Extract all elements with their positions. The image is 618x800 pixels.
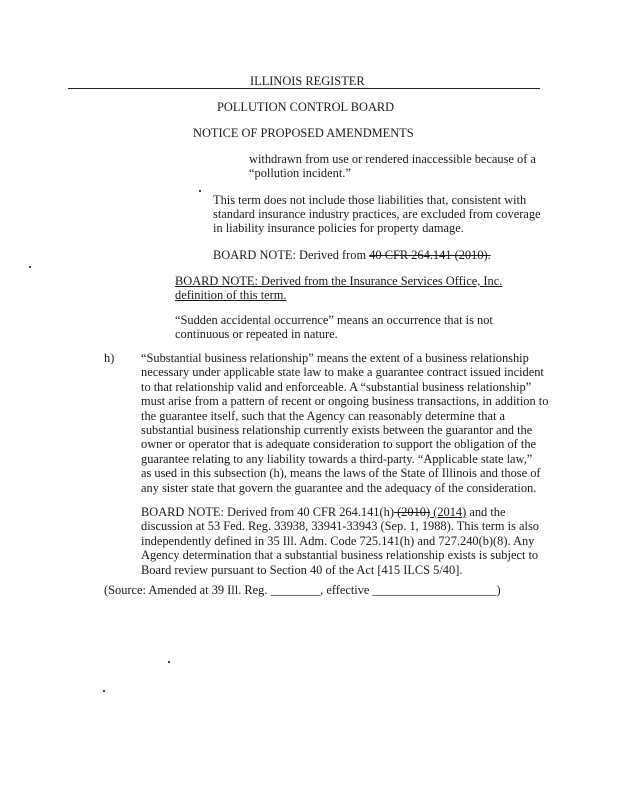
withdrawn-line: “pollution incident.” xyxy=(249,166,351,180)
withdrawn-line: withdrawn from use or rendered inaccessible because of a xyxy=(249,152,536,166)
scan-speck xyxy=(29,266,31,268)
scan-speck xyxy=(199,190,201,192)
board-note-3-line: discussion at 53 Fed. Reg. 33938, 33941-33943 (Sep. 1, 1988). This term is also xyxy=(141,519,539,534)
section-h-line: owner or operator that is adequate consideration to support the obligation of the xyxy=(141,437,537,452)
board-note-2-line: BOARD NOTE: Derived from the Insurance Services Office, Inc. xyxy=(175,274,503,288)
source-text: (Source: Amended at 39 Ill. Reg. xyxy=(104,583,271,597)
source-text: , effective xyxy=(320,583,373,597)
note-text: and the xyxy=(466,505,506,519)
note-text: BOARD NOTE: Derived from xyxy=(213,248,370,262)
source-note xyxy=(104,583,501,597)
section-h-line: as used in this subsection (h), means the laws of the State of Illinois and those of xyxy=(141,466,541,481)
sudden-line: continuous or repeated in nature. xyxy=(175,327,338,341)
register-title: ILLINOIS REGISTER xyxy=(250,74,365,88)
register-blank: ________ xyxy=(270,583,321,597)
section-h-line: substantial business relationship currently exists between the guarantor and the xyxy=(141,423,533,437)
header-rule xyxy=(68,88,540,89)
section-h-line: the guarantee itself, such that the Agency can reasonably determine that a xyxy=(141,408,505,423)
deleted-text: (2010) xyxy=(393,505,431,519)
section-h-line: any sister state that govern the guarantee and the adequacy of the consideration. xyxy=(141,480,537,495)
section-h-line: “Substantial business relationship” means the extent of a business relationship xyxy=(141,351,529,365)
section-h-line: must arise from a pattern of recent or ongoing business transactions, in addition to xyxy=(141,394,549,409)
exclusion-line: This term does not include those liabilities that, consistent with xyxy=(213,193,527,207)
section-h-label: h) xyxy=(104,351,115,365)
effective-blank: ____________________ xyxy=(372,583,497,597)
note-text: BOARD NOTE: Derived from 40 CFR 264.141(h) xyxy=(141,505,394,519)
exclusion-line: in liability insurance policies for property damage. xyxy=(213,221,464,235)
section-h-line: to that relationship valid and enforceable. A “substantial business relationship” xyxy=(141,379,532,394)
section-h-line: guarantee relating to any liability towards a third-party. “Applicable state law,” xyxy=(141,451,533,466)
board-note-3-line: independently defined in 35 Ill. Adm. Code 725.141(h) and 727.240(b)(8). Any xyxy=(141,533,535,548)
source-text: ) xyxy=(496,583,501,597)
board-note-2-line: definition of this term. xyxy=(175,288,287,302)
notice-title: NOTICE OF PROPOSED AMENDMENTS xyxy=(193,126,414,140)
exclusion-line: standard insurance industry practices, are excluded from coverage xyxy=(213,207,541,221)
scan-speck xyxy=(168,661,170,663)
scan-speck xyxy=(103,690,105,692)
board-note-1 xyxy=(213,248,491,262)
board-title: POLLUTION CONTROL BOARD xyxy=(217,100,395,114)
board-note-3-line: Agency determination that a substantial business relationship exists is subject to xyxy=(141,548,539,563)
added-text: (2014) xyxy=(430,505,467,519)
board-note-3-line: Board review pursuant to Section 40 of the Act [415 ILCS 5/40]. xyxy=(141,562,463,577)
sudden-line: “Sudden accidental occurrence” means an occurrence that is not xyxy=(175,313,493,327)
section-h-line: necessary under applicable state law to make a guarantee contract issued incident xyxy=(141,365,544,380)
deleted-text: 40 CFR 264.141 (2010). xyxy=(369,248,491,262)
board-note-3-line xyxy=(141,505,505,519)
